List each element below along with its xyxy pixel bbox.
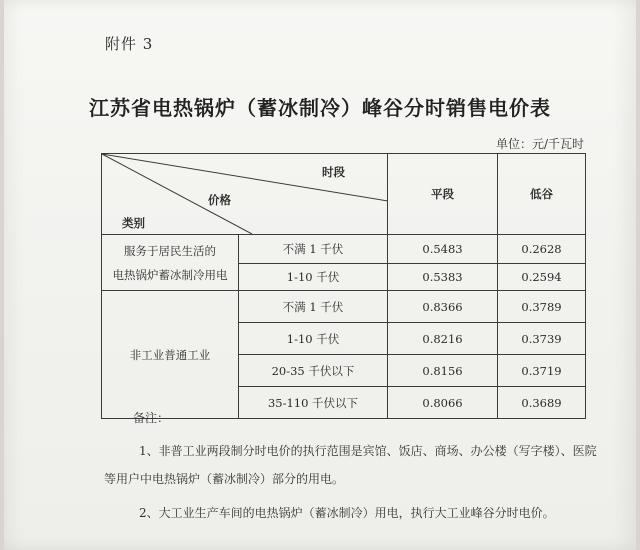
flat-price-cell: 0.8366 [388,291,498,323]
category-residential [102,235,239,291]
header-category: 类别 [122,216,145,230]
remark-item-2: 2、大工业生产车间的电热锅炉（蓄冰制冷）用电，执行大工业峰谷分时电价。 [139,506,555,520]
annex-label: 附件 3 [105,35,154,53]
table-title: 江苏省电热锅炉（蓄冰制冷）峰谷分时销售电价表 [89,96,551,120]
header-valley: 低谷 [498,154,586,235]
valley-price-cell: 0.2594 [498,264,586,291]
header-price: 价格 [208,193,231,207]
unit-label: 单位：元/千瓦时 [495,137,584,151]
capacity-cell: 不满 1 千伏 [239,235,388,264]
capacity-cell: 1-10 千伏 [239,264,388,291]
category-line: 服务于居民生活的 [124,243,216,258]
flat-price-cell: 0.8066 [388,387,498,419]
category-non-industrial: 非工业普通工业 [102,291,239,419]
table-header-row [102,154,586,235]
table-row [102,291,586,323]
flat-price-cell: 0.5483 [388,235,498,264]
remarks-title: 备注： [133,411,170,425]
valley-price-cell: 0.3789 [498,291,586,323]
valley-price-cell: 0.3739 [498,323,586,355]
document-page [4,0,636,550]
capacity-cell: 35-110 千伏以下 [239,387,388,419]
valley-price-cell: 0.3719 [498,355,586,387]
flat-price-cell: 0.8216 [388,323,498,355]
header-flat: 平段 [388,154,498,235]
valley-price-cell: 0.2628 [498,235,586,264]
diagonal-header-cell [102,154,388,235]
capacity-cell: 1-10 千伏 [239,323,388,355]
remark-item-1-continued: 等用户中电热锅炉（蓄冰制冷）部分的用电。 [104,472,345,486]
capacity-cell: 不满 1 千伏 [239,291,388,323]
flat-price-cell: 0.5383 [388,264,498,291]
capacity-cell: 20-35 千伏以下 [239,355,388,387]
header-time-period: 时段 [322,165,345,179]
category-line: 电热锅炉蓄冰制冷用电 [112,267,228,282]
table-row [102,235,586,264]
valley-price-cell: 0.3689 [498,387,586,419]
flat-price-cell: 0.8156 [388,355,498,387]
price-table [101,153,586,419]
remark-item-1: 1、非普工业两段制分时电价的执行范围是宾馆、饭店、商场、办公楼（写字楼）、医院 [139,444,597,458]
